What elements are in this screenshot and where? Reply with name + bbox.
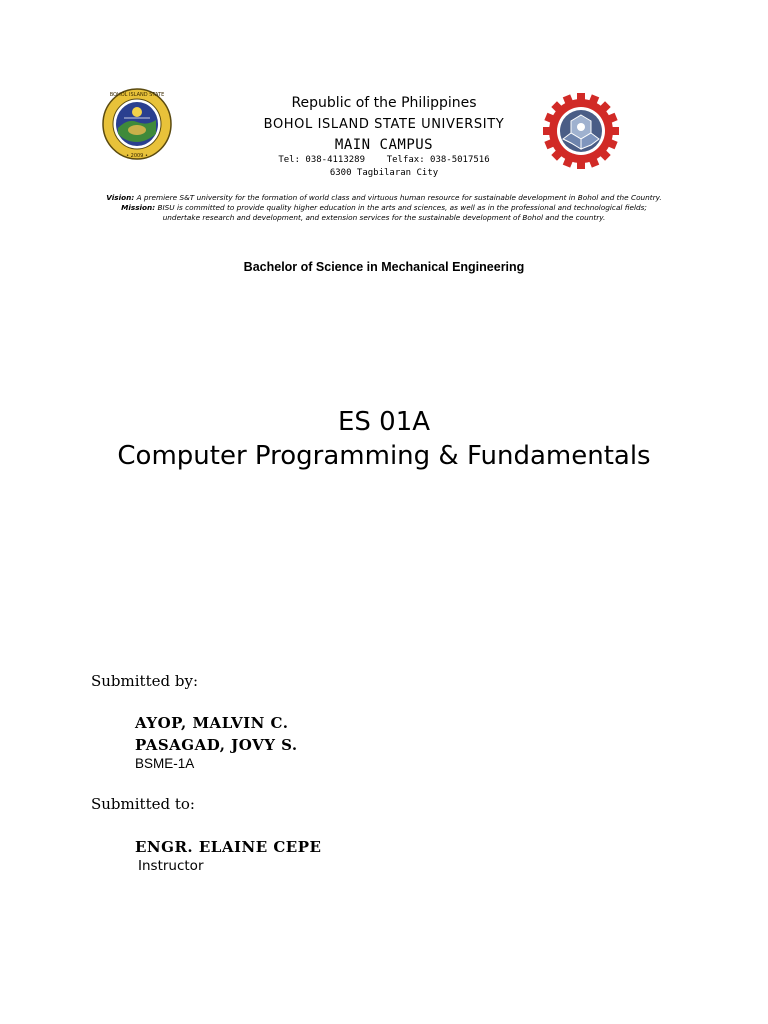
submitter-name-1: AYOP, MALVIN C. — [135, 714, 289, 732]
submitter-name-2: PASAGAD, JOVY S. — [135, 736, 298, 754]
instructor-name: ENGR. ELAINE CEPE — [135, 838, 322, 856]
vision-statement — [0, 193, 768, 202]
campus-name: MAIN CAMPUS — [334, 137, 434, 153]
vision-label: Vision: — [106, 193, 135, 202]
svg-text:• 2009 •: • 2009 • — [126, 153, 148, 159]
course-title: Computer Programming & Fundamentals — [117, 441, 651, 471]
program-title: Bachelor of Science in Mechanical Engineering — [243, 260, 525, 274]
svg-text:BOHOL ISLAND STATE: BOHOL ISLAND STATE — [109, 92, 165, 98]
submitted-by-label: Submitted by: — [91, 672, 198, 690]
instructor-role: Instructor — [138, 858, 204, 874]
mission-label: Mission: — [121, 203, 156, 212]
mission-statement-continued: undertake research and development, and extension services for the sustainable development of Bohol and the country. — [162, 213, 606, 222]
submitted-to-label: Submitted to: — [91, 795, 195, 813]
course-code: ES 01A — [337, 407, 431, 437]
university-address: 6300 Tagbilaran City — [329, 168, 439, 178]
contact-numbers: Tel: 038-4113289 Telfax: 038-5017516 — [278, 155, 490, 165]
mission-statement — [0, 203, 768, 212]
vision-text: A premiere S&T university for the formation of world class and virtuous human resource for sustainable development in Bohol and the Country. — [134, 193, 662, 202]
university-name: BOHOL ISLAND STATE UNIVERSITY — [263, 117, 505, 132]
section-label: BSME-1A — [135, 756, 195, 771]
republic-line: Republic of the Philippines — [291, 95, 477, 111]
mission-text: BISU is committed to provide quality higher education in the arts and sciences, as well as in the professional and technological fields; — [155, 203, 647, 212]
